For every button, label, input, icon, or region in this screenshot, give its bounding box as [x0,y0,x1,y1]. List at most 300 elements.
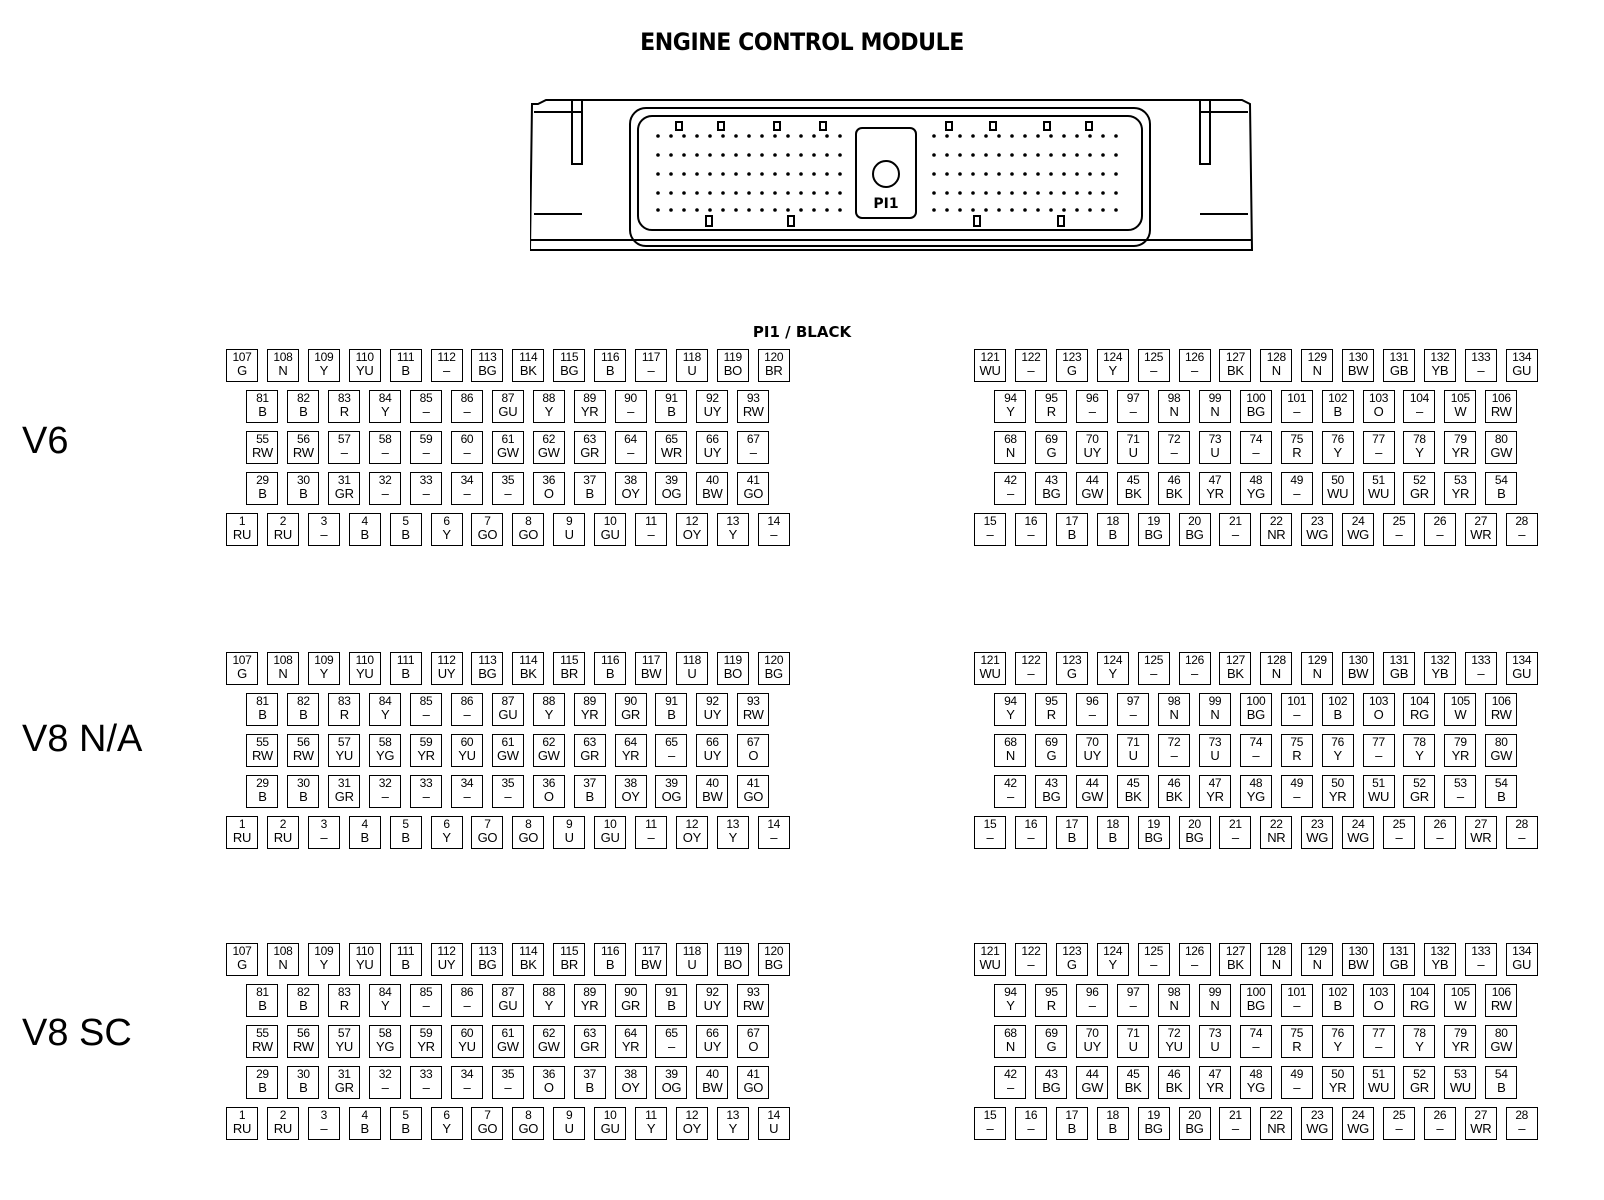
pin-number: 88 [542,694,556,708]
pin-number: 114 [519,944,538,958]
wire-color-code: GR [1409,486,1429,501]
pin-hole [734,191,738,195]
pin-123 [1056,943,1088,976]
pin-59 [410,734,442,767]
wire-color-code: OY [621,789,640,804]
pin-hole [682,134,686,138]
pin-number: 101 [1287,694,1307,708]
wire-color-code: – [1415,404,1423,419]
pin-number: 81 [256,694,269,708]
pin-number: 21 [1229,514,1242,528]
wire-color-code: G [1066,957,1077,972]
pin-number: 61 [501,432,515,446]
pin-111 [390,943,422,976]
wire-color-code: – [504,486,512,501]
wire-color-code: Y [319,666,328,681]
pin-94 [994,390,1026,423]
pin-number: 4 [361,817,368,831]
wire-color-code: NR [1267,1121,1286,1136]
pin-45 [1117,472,1149,505]
pin-hole [1101,191,1105,195]
wire-color-code: N [1005,445,1015,460]
pin-123 [1056,349,1088,382]
pin-35 [492,1066,524,1099]
pin-115 [553,349,585,382]
pin-123 [1056,652,1088,685]
wire-color-code: B [401,1121,410,1136]
pin-number: 11 [645,514,657,528]
wire-color-code: N [1169,707,1179,722]
pin-54 [1485,1066,1517,1099]
wire-color-code: OY [682,1121,701,1136]
pin-108 [267,652,299,685]
pin-11 [635,1107,667,1140]
wire-color-code: – [667,748,675,763]
wire-color-code: – [320,830,328,845]
wire-color-code: U [1128,445,1138,460]
wire-color-code: – [1231,830,1239,845]
pin-7 [471,1107,503,1140]
pin-30 [287,1066,319,1099]
pin-96 [1076,390,1108,423]
wire-color-code: U [564,830,574,845]
wire-color-code: BK [1165,1080,1183,1095]
pin-18 [1097,816,1129,849]
wire-color-code: GW [1490,1039,1513,1054]
pin-52 [1403,775,1435,808]
pin-number: 132 [1430,350,1450,364]
pin-number: 6 [443,1108,450,1122]
wire-color-code: BW [1347,957,1369,972]
wire-color-code: BG [1144,1121,1163,1136]
wire-color-code: O [543,486,554,501]
pin-40 [696,1066,728,1099]
pin-number: 60 [460,1026,474,1040]
pin-53 [1444,472,1476,505]
pin-56 [287,734,319,767]
pin-number: 56 [296,735,310,749]
pin-number: 131 [1389,944,1409,958]
pin-number: 116 [600,944,620,958]
wire-color-code: B [401,666,410,681]
wire-color-code: – [1252,1039,1260,1054]
wire-color-code: – [1006,1080,1014,1095]
pin-hole [721,153,725,157]
wire-color-code: RW [742,404,764,419]
pin-17 [1056,513,1088,546]
wire-color-code: – [1088,404,1096,419]
wire-color-code: N [1312,363,1322,378]
pin-number: 98 [1167,694,1181,708]
pin-40 [696,775,728,808]
pin-107 [226,943,258,976]
wire-color-code: – [1027,666,1035,681]
pin-98 [1158,984,1190,1017]
pin-number: 134 [1512,944,1532,958]
wire-color-code: O [543,1080,554,1095]
pin-hole [1088,153,1092,157]
pin-number: 29 [256,776,269,790]
pin-number: 68 [1004,432,1017,446]
pin-5 [390,1107,422,1140]
pin-number: 85 [419,985,433,999]
pin-number: 83 [337,694,351,708]
pin-number: 24 [1351,514,1365,528]
wire-color-code: GU [498,404,518,419]
pin-number: 9 [566,514,573,528]
pin-number: 86 [460,694,474,708]
pin-number: 84 [378,391,392,405]
wire-color-code: – [1170,445,1178,460]
pin-number: 14 [767,1108,781,1122]
pin-103 [1363,984,1395,1017]
wire-color-code: – [463,998,471,1013]
wire-color-code: RW [1490,998,1512,1013]
pin-hole [971,208,975,212]
wire-color-code: – [422,998,430,1013]
pin-hole [799,134,803,138]
pin-29 [246,472,278,505]
pin-number: 38 [624,1067,637,1081]
pin-97 [1117,693,1149,726]
pin-112 [431,943,463,976]
pin-115 [553,943,585,976]
pin-number: 103 [1368,391,1389,405]
pin-119 [717,943,749,976]
pin-number: 17 [1065,1108,1079,1122]
pin-number: 127 [1225,944,1245,958]
pin-93 [737,693,769,726]
wire-color-code: RG [1409,707,1429,722]
pin-hole [760,208,764,212]
pin-number: 92 [705,985,719,999]
pin-88 [533,984,565,1017]
pin-number: 63 [583,735,597,749]
wire-color-code: U [1210,748,1220,763]
pin-108 [267,943,299,976]
pin-32 [369,472,401,505]
pin-number: 123 [1062,944,1082,958]
pin-hole [825,134,829,138]
pin-86 [451,984,483,1017]
wire-color-code: BO [723,363,742,378]
wire-color-code: OY [682,830,701,845]
wire-color-code: WU [1368,789,1390,804]
pin-90 [615,390,647,423]
wire-color-code: B [258,998,267,1013]
wire-color-code: BG [1144,527,1163,542]
wire-color-code: – [1088,998,1096,1013]
pin-30 [287,775,319,808]
pin-75 [1281,1025,1313,1058]
pin-hole [695,191,699,195]
wire-color-code: Y [380,404,390,419]
pin-number: 27 [1474,1108,1488,1122]
wire-color-code: GO [477,527,498,542]
pin-number: 44 [1085,473,1099,487]
pin-number: 51 [1372,473,1385,487]
wire-color-code: B [585,1080,594,1095]
pin-hole [682,153,686,157]
pin-74 [1240,734,1272,767]
wire-color-code: Y [1108,957,1117,972]
pin-number: 52 [1413,473,1426,487]
pin-number: 20 [1188,817,1201,831]
wire-color-code: BG [1246,404,1265,419]
wire-color-code: RW [252,445,273,460]
pin-132 [1424,943,1456,976]
pin-number: 84 [378,694,392,708]
pin-120 [758,652,790,685]
pin-number: 77 [1372,432,1385,446]
wire-color-code: B [299,486,308,501]
pin-number: 118 [682,944,701,958]
pin-77 [1363,431,1395,464]
wire-color-code: WU [1327,486,1349,501]
pin-54 [1485,775,1517,808]
pin-number: 13 [726,1108,740,1122]
pin-hole [799,153,803,157]
wire-color-code: BG [1042,789,1061,804]
pin-109 [308,652,340,685]
pin-number: 106 [1491,391,1511,405]
pin-number: 53 [1453,776,1467,790]
pin-number: 119 [723,653,742,667]
wire-color-code: U [1128,748,1138,763]
pin-number: 61 [501,735,515,749]
wire-color-code: BG [1042,1080,1061,1095]
pin-hole [760,153,764,157]
pin-66 [696,734,728,767]
pin-10 [594,816,626,849]
pin-number: 59 [419,1026,433,1040]
pin-hole [945,153,949,157]
pin-number: 51 [1372,1067,1385,1081]
pin-93 [737,984,769,1017]
pin-number: 1 [238,817,246,831]
diagram-title: ENGINE CONTROL MODULE [640,28,964,56]
pin-number: 116 [600,653,620,667]
pin-number: 10 [603,1108,617,1122]
pin-129 [1301,349,1333,382]
pin-47 [1199,775,1231,808]
wire-color-code: OY [621,1080,640,1095]
wire-color-code: N [1005,1039,1015,1054]
pin-116 [594,652,626,685]
pin-number: 17 [1065,514,1079,528]
pin-2 [267,816,299,849]
pin-hole [747,153,751,157]
pin-hole [1023,172,1027,176]
wire-color-code: N [1210,404,1220,419]
ecm-connector-id: PI1 [873,196,899,212]
pin-number: 83 [337,985,351,999]
pin-31 [328,1066,360,1099]
pin-number: 131 [1389,653,1409,667]
pin-number: 16 [1024,514,1038,528]
wire-color-code: R [1292,445,1302,460]
pin-number: 18 [1106,514,1120,528]
wire-color-code: YR [1206,789,1224,804]
pin-number: 70 [1085,432,1099,446]
pin-hole [1101,153,1105,157]
pin-104 [1403,693,1435,726]
wire-color-code: B [401,830,410,845]
pin-number: 66 [705,735,719,749]
pin-number: 108 [273,653,293,667]
pin-number: 9 [566,1108,573,1122]
pin-number: 99 [1208,694,1222,708]
pin-64 [615,431,647,464]
pin-number: 118 [682,350,701,364]
pin-51 [1363,1066,1395,1099]
pin-number: 39 [665,473,678,487]
wire-color-code: RU [273,527,292,542]
pin-hole [997,191,1001,195]
wire-color-code: B [585,486,594,501]
pin-number: 11 [645,1108,657,1122]
pin-hole [1049,191,1053,195]
pin-63 [574,1025,606,1058]
wire-color-code: – [1129,707,1137,722]
pin-number: 77 [1372,735,1385,749]
pin-64 [615,1025,647,1058]
pin-114 [512,943,544,976]
pin-3 [308,513,340,546]
wire-color-code: BG [1144,830,1163,845]
wire-color-code: – [381,486,389,501]
pin-hole [1023,208,1027,212]
wire-color-code: Y [544,707,553,722]
wire-color-code: – [1231,527,1239,542]
pin-46 [1158,472,1190,505]
pin-number: 93 [746,391,760,405]
pin-hole [1023,134,1027,138]
pin-number: 39 [665,1067,678,1081]
pin-81 [246,693,278,726]
pin-45 [1117,775,1149,808]
pin-95 [1035,390,1067,423]
wire-color-code: GO [477,1121,498,1136]
pin-126 [1179,349,1211,382]
pin-109 [308,349,340,382]
pin-127 [1219,943,1251,976]
pin-number: 7 [484,817,491,831]
pin-number: 122 [1021,653,1041,667]
pin-number: 94 [1004,391,1017,405]
wire-color-code: GU [600,1121,620,1136]
ecm-connector-illustration [530,98,1270,258]
pin-42 [994,472,1026,505]
pin-number: 93 [746,694,760,708]
pin-80 [1485,734,1517,767]
pin-76 [1322,734,1354,767]
wire-color-code: YU [335,748,353,763]
pin-hole [1049,134,1053,138]
pin-82 [287,984,319,1017]
pin-number: 70 [1085,735,1099,749]
pin-number: 55 [256,735,269,749]
pin-number: 1 [238,514,246,528]
pin-number: 7 [484,514,491,528]
pin-77 [1363,734,1395,767]
pin-25 [1383,816,1415,849]
wire-color-code: – [422,445,430,460]
pin-23 [1301,513,1333,546]
pin-hole [799,172,803,176]
pin-number: 23 [1310,1108,1324,1122]
pin-number: 20 [1188,1108,1201,1122]
pin-19 [1138,1107,1170,1140]
pin-number: 103 [1368,694,1389,708]
pin-92 [696,390,728,423]
pin-number: 55 [256,1026,269,1040]
pin-10 [594,513,626,546]
pin-number: 35 [501,776,515,790]
pin-35 [492,775,524,808]
pin-hole [971,134,975,138]
pin-number: 95 [1044,391,1058,405]
pin-110 [349,652,381,685]
pin-number: 128 [1266,944,1286,958]
pin-44 [1076,472,1108,505]
pin-33 [410,1066,442,1099]
wire-color-code: Y [380,707,390,722]
pin-102 [1322,984,1354,1017]
pin-number: 97 [1126,985,1140,999]
pin-number: 121 [980,350,1000,364]
pin-number: 2 [279,514,287,528]
wire-color-code: WG [1347,527,1369,542]
pin-31 [328,472,360,505]
wire-color-code: B [258,789,267,804]
wire-color-code: GO [743,486,764,501]
pin-number: 89 [583,694,597,708]
pin-number: 100 [1246,694,1266,708]
pin-hole [812,172,816,176]
pin-number: 72 [1167,1026,1181,1040]
pin-48 [1240,472,1272,505]
wire-color-code: Y [442,527,451,542]
pin-21 [1219,513,1251,546]
pin-number: 3 [320,1108,327,1122]
wire-color-code: BK [1124,1080,1142,1095]
wire-color-code: GR [334,789,354,804]
pin-number: 37 [583,776,597,790]
pin-11 [635,816,667,849]
pin-hole [812,191,816,195]
pin-number: 70 [1085,1026,1099,1040]
pin-68 [994,1025,1026,1058]
pin-28 [1506,513,1538,546]
wire-color-code: GU [1512,363,1532,378]
wire-color-code: Y [442,1121,451,1136]
wire-color-code: – [1436,527,1444,542]
pin-number: 37 [583,473,597,487]
pin-number: 107 [232,944,252,958]
pin-number: 108 [273,944,293,958]
pin-number: 118 [682,653,701,667]
pin-number: 48 [1249,473,1263,487]
wire-color-code: – [1293,998,1301,1013]
pin-number: 80 [1494,735,1508,749]
wire-color-code: N [1271,363,1281,378]
wire-color-code: RU [232,527,252,542]
wire-color-code: – [627,445,635,460]
wire-color-code: – [1293,789,1301,804]
pin-87 [492,693,524,726]
pin-number: 75 [1290,1026,1304,1040]
